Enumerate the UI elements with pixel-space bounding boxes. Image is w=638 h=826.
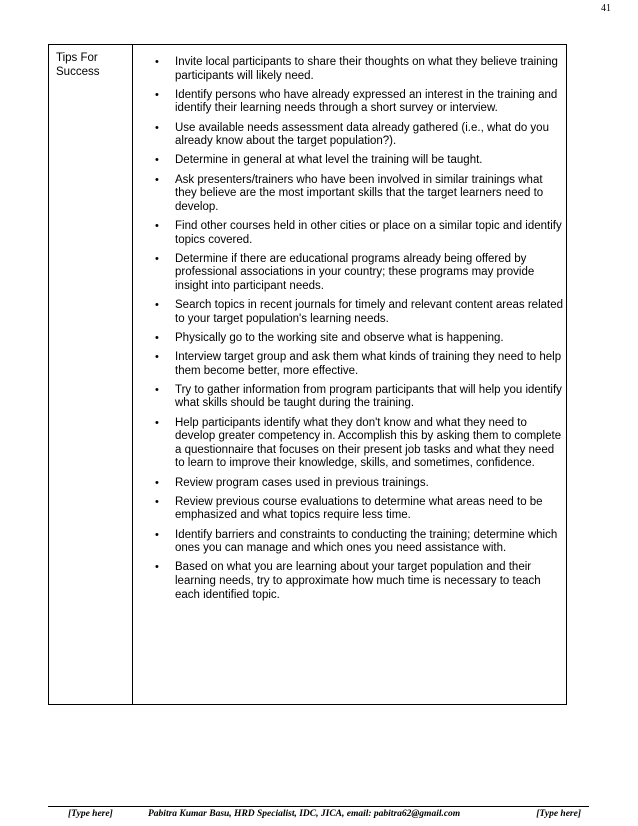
footer-right-placeholder: [Type here]: [536, 809, 581, 819]
list-item: • Interview target group and ask them what kinds of training they need to help them become better, more effective.: [153, 351, 563, 378]
tips-table: [48, 44, 567, 705]
list-item: • Invite local participants to share their thoughts on what they believe training participants will likely need.: [153, 56, 563, 83]
page-footer: [48, 806, 589, 821]
list-item: • Try to gather information from program participants that will help you identify what skills should be taught during the training.: [153, 384, 563, 411]
list-item: • Find other courses held in other cities or place on a similar topic and identify topics covered.: [153, 220, 563, 247]
list-item: • Determine if there are educational programs already being offered by professional associations in your country; these programs may provide insight into participant needs.: [153, 253, 563, 294]
list-item: • Identify barriers and constraints to conducting the training; determine which ones you can manage and which ones you need assistance with.: [153, 529, 563, 556]
tips-list: [153, 56, 563, 608]
list-item: • Use available needs assessment data already gathered (i.e., what do you already know about the target population?).: [153, 122, 563, 149]
footer-author-credit: Pabitra Kumar Basu, HRD Specialist, IDC, JICA, email: pabitra62@gmail.com: [148, 809, 461, 819]
list-item: • Review program cases used in previous trainings.: [153, 477, 563, 491]
list-item: • Ask presenters/trainers who have been involved in similar trainings what they believe are the most important skills that the target learners need to develop.: [153, 174, 563, 215]
row-label-tips-for-success: Tips For Success: [56, 52, 100, 78]
list-item: • Determine in general at what level the training will be taught.: [153, 154, 563, 168]
list-item: • Help participants identify what they don't know and what they need to develop greater competency in. Accomplish this by asking them to complete a questionnaire that focuses on their present job tasks and what they need to learn to improve their knowledge, skills, and sometimes, confidence.: [153, 417, 563, 471]
list-item: • Identify persons who have already expressed an interest in the training and identify their learning needs through a short survey or interview.: [153, 89, 563, 116]
list-item: • Based on what you are learning about your target population and their learning needs, try to approximate how much time is necessary to teach each identified topic.: [153, 561, 563, 602]
footer-left-placeholder: [Type here]: [68, 809, 113, 819]
list-item: • Physically go to the working site and observe what is happening.: [153, 332, 563, 346]
column-divider: [132, 45, 133, 704]
page-number: 41: [601, 3, 611, 14]
list-item: • Review previous course evaluations to determine what areas need to be emphasized and what topics require less time.: [153, 496, 563, 523]
list-item: • Search topics in recent journals for timely and relevant content areas related to your target population's learning needs.: [153, 299, 563, 326]
